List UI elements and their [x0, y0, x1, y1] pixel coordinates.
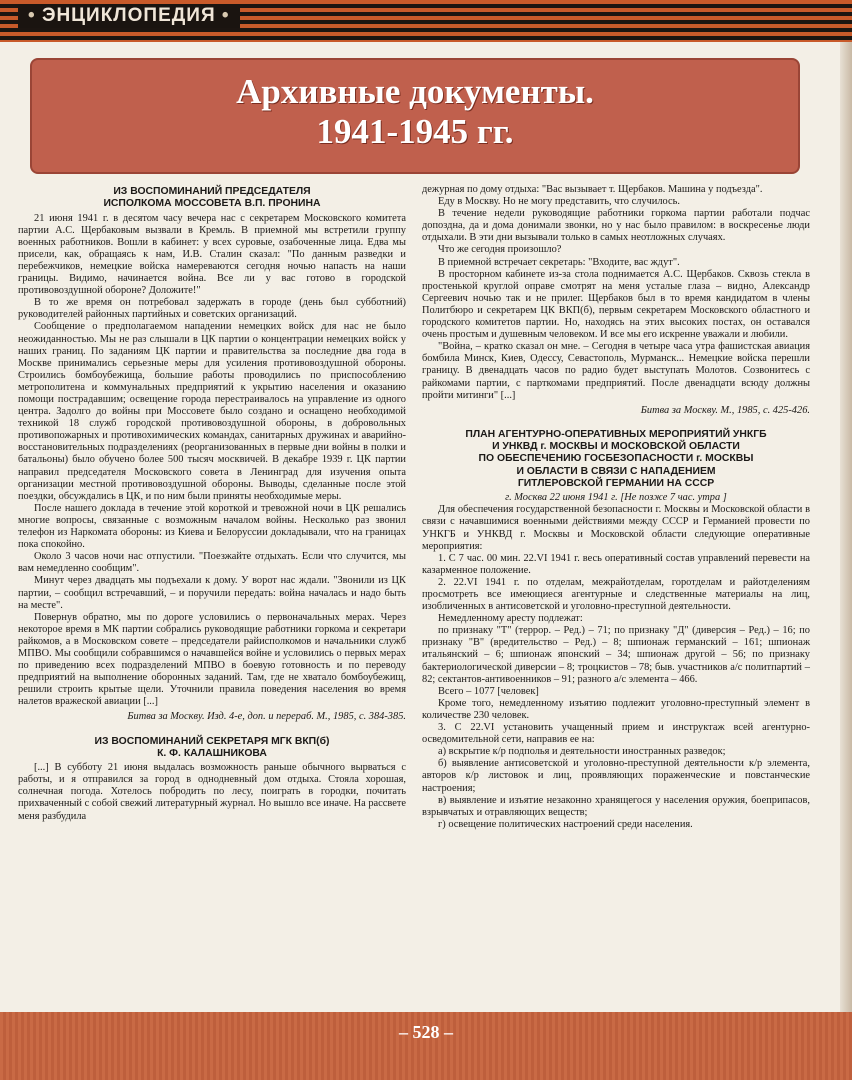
section-label-text: ЭНЦИКЛОПЕДИЯ — [41, 5, 216, 26]
section2-paragraph: дежурная по дому отдыха: "Вас вызывает т. Щербаков. Машина у подъезда". — [422, 184, 763, 195]
title-banner — [30, 58, 800, 174]
section1-title-line2: ИСПОЛКОМА МОССОВЕТА В.П. ПРОНИНА — [103, 198, 321, 210]
section2-paragraph: "Война, – кратко сказал он мне. – Сегодня в четыре часа утра фашистская авиация бомбила Минск, Киев, Одессу, Севастополь, Мурманск... Немецкие войска перешли границу. В двенадцать часов по радио будет выступать Молотов. Созвонитесь с райкомами партии, с парткомами предприятий. После двенадцати всюду должны пройти митинги" [...] — [422, 341, 810, 401]
section1-title-line1: ИЗ ВОСПОМИНАНИЙ ПРЕДСЕДАТЕЛЯ — [113, 186, 311, 197]
section1-paragraph: Около 3 часов ночи нас отпустили. "Поезжайте отдыхать. Если что случится, мы вам немедленно сообщим". — [18, 551, 406, 575]
page-edge-shadow — [840, 42, 852, 1012]
bullet-right: • — [221, 5, 230, 26]
page-years: 1941-1945 гг. — [316, 112, 514, 151]
section1-title — [18, 186, 406, 211]
section2-paragraph: В приемной встречает секретарь: "Входите, вас ждут". — [438, 256, 680, 268]
section3-paragraph: Кроме того, немедленному изъятию подлежит уголовно-преступный элемент в количестве 230 человек. — [422, 697, 810, 721]
section2-title — [18, 736, 406, 761]
section1-paragraph: После нашего доклада в течение этой короткой и тревожной ночи в ЦК решались многие вопросы, связанные с возможным началом войны. Несколько раз звонил телефон из Наркомата обороны: из Киева и Белоруссии докладывали, что на границах пока спокойно. — [18, 502, 406, 551]
section3-paragraph: Всего – 1077 [человек] — [438, 685, 539, 697]
section2-title-line1: ИЗ ВОСПОМИНАНИЙ СЕКРЕТАРЯ МГК ВКП(б) — [94, 735, 330, 747]
section3-title-line4: И ОБЛАСТИ В СВЯЗИ С НАПАДЕНИЕМ — [516, 465, 716, 477]
section2-paragraph: [...] В субботу 21 июня выдалась возможность раньше обычного вырваться с работы, и я отправился за город в однодневный дом отдыха. Стояла хорошая, солнечная погода. Хотелось побродить по лесу, поиграть в городки, почитать прихваченный с собой свежий литературный журнал. Но вышло все иначе. На рассвете меня разбудила — [18, 762, 407, 822]
section3-date: г. Москва 22 июня 1941 г. [Не позже 7 час. утра ] — [505, 492, 727, 504]
section2-title-line2: К. Ф. КАЛАШНИКОВА — [157, 747, 267, 759]
section1-paragraph: 21 июня 1941 г. в десятом часу вечера нас с секретарем Московского комитета партии А.С. Щербаковым вызвали в Кремль. В приемной мы встретили группу военных работников. Вошли в кабинет: у всех суровые, озабоченные лица. Едва мы присели, как, обращаясь к нам, И.В. Сталин сказал: "По данным разведки и перебежчиков, немецкие войска намереваются сегодня ночью напасть на наши границы. Видимо, начинается война. Все ли у вас готово в городской противовоздушной обороне? Доложите!" — [18, 212, 406, 297]
section3-paragraph: 2. 22.VI 1941 г. по отделам, межрайотделам, горотделам и райотделениям просмотреть все имеющиеся агентурные и следственные материалы на лиц, изобличенных в антисоветской и уголовно-преступной деятельности. — [422, 576, 810, 613]
section2-paragraph: Что же сегодня произошло? — [438, 244, 562, 256]
section1-paragraph: Сообщение о предполагаемом нападении немецких войск для нас не было неожиданностью. Мы не раз слышали в ЦК партии о концентрации немецких войск у наших границ. По заданиям ЦК партии и правительства за последние два года в Москве принимались серьезные меры для усиления противовоздушной обороны. Строились бомбоубежища, большие работы проводились по приспособлению метрополитена и коммунальных предприятий к укрытию населения и оказанию помощи пострадавшим; освещение города перестраивалось на управление из одного центра. Задолго до войны при Моссовете было создано и оснащено необходимой техникой 18 служб городской противовоздушной обороны, в добровольных противопожарных и противохимических командах, санитарных дружинах и аварийно-восстановительных подразделениях (реорганизованных в первые дни войны в полки и батальоны) было обучено более 500 тысяч москвичей. В декабре 1939 г. ЦК партии направил председателя Московского совета в Ленинград для изучения опыта организации местной противовоздушной обороны. Выводы, сделанные после этой поездки, обсуждались в ЦК, и по ним были приняты необходимые меры. — [18, 321, 406, 502]
section3-paragraph: по признаку "Т" (террор. – Ред.) – 71; по признаку "Д" (диверсия – Ред.) – 16; по признаку "В" (вредительство – Ред.) – 8; шпионаж германский – 161; шпионаж итальянский – 6; шпионаж японский – 34; шпионаж другой – 56; по признаку бактериологической диверсии – 8; троцкистов – 78; быв. участников а/с политпартий – 82; сектантов-антивоенников – 91; разного а/с элемента – 466. — [422, 625, 810, 685]
section3-list-item: в) выявление и изъятие незаконно хранящегося у населения оружия, боеприпасов, взрывчатых и отравляющих веществ; — [422, 794, 810, 818]
section1-paragraph: Повернув обратно, мы по дороге условились о первоначальных мерах. Через некоторое время в МК партии собрались руководящие работники горкома и секретари райкомов, а в Московском совете – председатели райисполкомов и начальники служб МПВО. Мы сообщили собравшимся о начавшейся войне и условились о первых мерах по приведению всех подразделений МПВО в боевую готовность и по переводу предприятий на выполнение оборонных заданий. Там, где не хватало бомбоубежищ, решили строить крытые щели. Уточнили правила поведения населения во время налетов вражеской авиации [...] — [18, 611, 406, 708]
section1-paragraph: В то же время он потребовал задержать в городе (день был субботний) руководителей районных партийных и советских организаций. — [18, 297, 406, 321]
section3-title-line1: ПЛАН АГЕНТУРНО-ОПЕРАТИВНЫХ МЕРОПРИЯТИЙ УНКГБ — [465, 428, 767, 440]
section3-title — [422, 429, 810, 490]
section2-paragraph: В просторном кабинете из-за стола поднимается А.С. Щербаков. Сквозь стекла в простенькой круглой оправе смотрят на меня усталые глаза – видно, Александр Сергеевич ночью так и не прилег. Щербаков был в то время кандидатом в члены Политбюро и секретарем ЦК ВКП(б), первым секретарем Московского областного и городского комитетов партии. Но, находясь на этих высоких постах, он оставался очень простым и душевным человеком. И все мы его искренне уважали и любили. — [422, 268, 810, 341]
section3-title-line2: И УНКВД г. МОСКВЫ И МОСКОВСКОЙ ОБЛАСТИ — [492, 441, 740, 453]
section1-source: Битва за Москву. Изд. 4-е, доп. и перераб. М., 1985, с. 384-385. — [127, 711, 406, 723]
section3-list-item: а) вскрытие к/р подполья и деятельности иностранных разведок; — [438, 746, 726, 758]
bullet-left: • — [28, 5, 36, 26]
section2-source: Битва за Москву. М., 1985, с. 425-426. — [640, 404, 810, 416]
section3-paragraph: 1. С 7 час. 00 мин. 22.VI 1941 г. весь оперативный состав управлений перевести на казарменное положение. — [422, 552, 810, 576]
right-column — [422, 184, 810, 831]
section3-paragraph: 3. С 22.VI установить учащенный прием и инструктаж всей агентурно-осведомительной сети, направив ее на: — [422, 722, 810, 746]
section1-paragraph: Минут через двадцать мы подъехали к дому. У ворот нас ждали. "Звонили из ЦК партии, – сообщил встречавший, – и поручили передать: война началась и надо быть на месте". — [18, 575, 406, 611]
section3-paragraph: Для обеспечения государственной безопасности г. Москвы и Московской области в связи с начавшимися военными действиями между СССР и Германией провести по УНКГБ и УНКВД г. Москвы и Московской области следующие оперативные мероприятия: — [422, 504, 810, 552]
section2-paragraph: В течение недели руководящие работники горкома партии работали подчас допоздна, да и дома донимали звонки, но у нас было правилом: в воскресенье люди отдыхали. В эти дни вызывали только в самых неотложных случаях. — [422, 208, 810, 244]
section3-paragraph: Немедленному аресту подлежат: — [438, 613, 583, 625]
top-stripe-bar — [0, 0, 852, 42]
section3-title-line3: ПО ОБЕСПЕЧЕНИЮ ГОСБЕЗОПАСНОСТИ г. МОСКВЫ — [478, 453, 754, 465]
left-column — [18, 184, 406, 823]
section-label — [18, 4, 240, 28]
page-number: – 528 – — [399, 1022, 453, 1042]
section2-paragraph: Еду в Москву. Но не могу представить, что случилось. — [438, 196, 680, 208]
section3-list-item: г) освещение политических настроений среди населения. — [438, 818, 693, 830]
section3-title-line5: ГИТЛЕРОВСКОЙ ГЕРМАНИИ НА СССР — [517, 477, 715, 489]
page-title: Архивные документы. — [236, 72, 594, 111]
section3-list-item: б) выявление антисоветской и уголовно-преступной деятельности к/р элемента, авторов к/р листовок и лиц, проявляющих пораженческие и повстанческие настроения; — [422, 758, 810, 794]
